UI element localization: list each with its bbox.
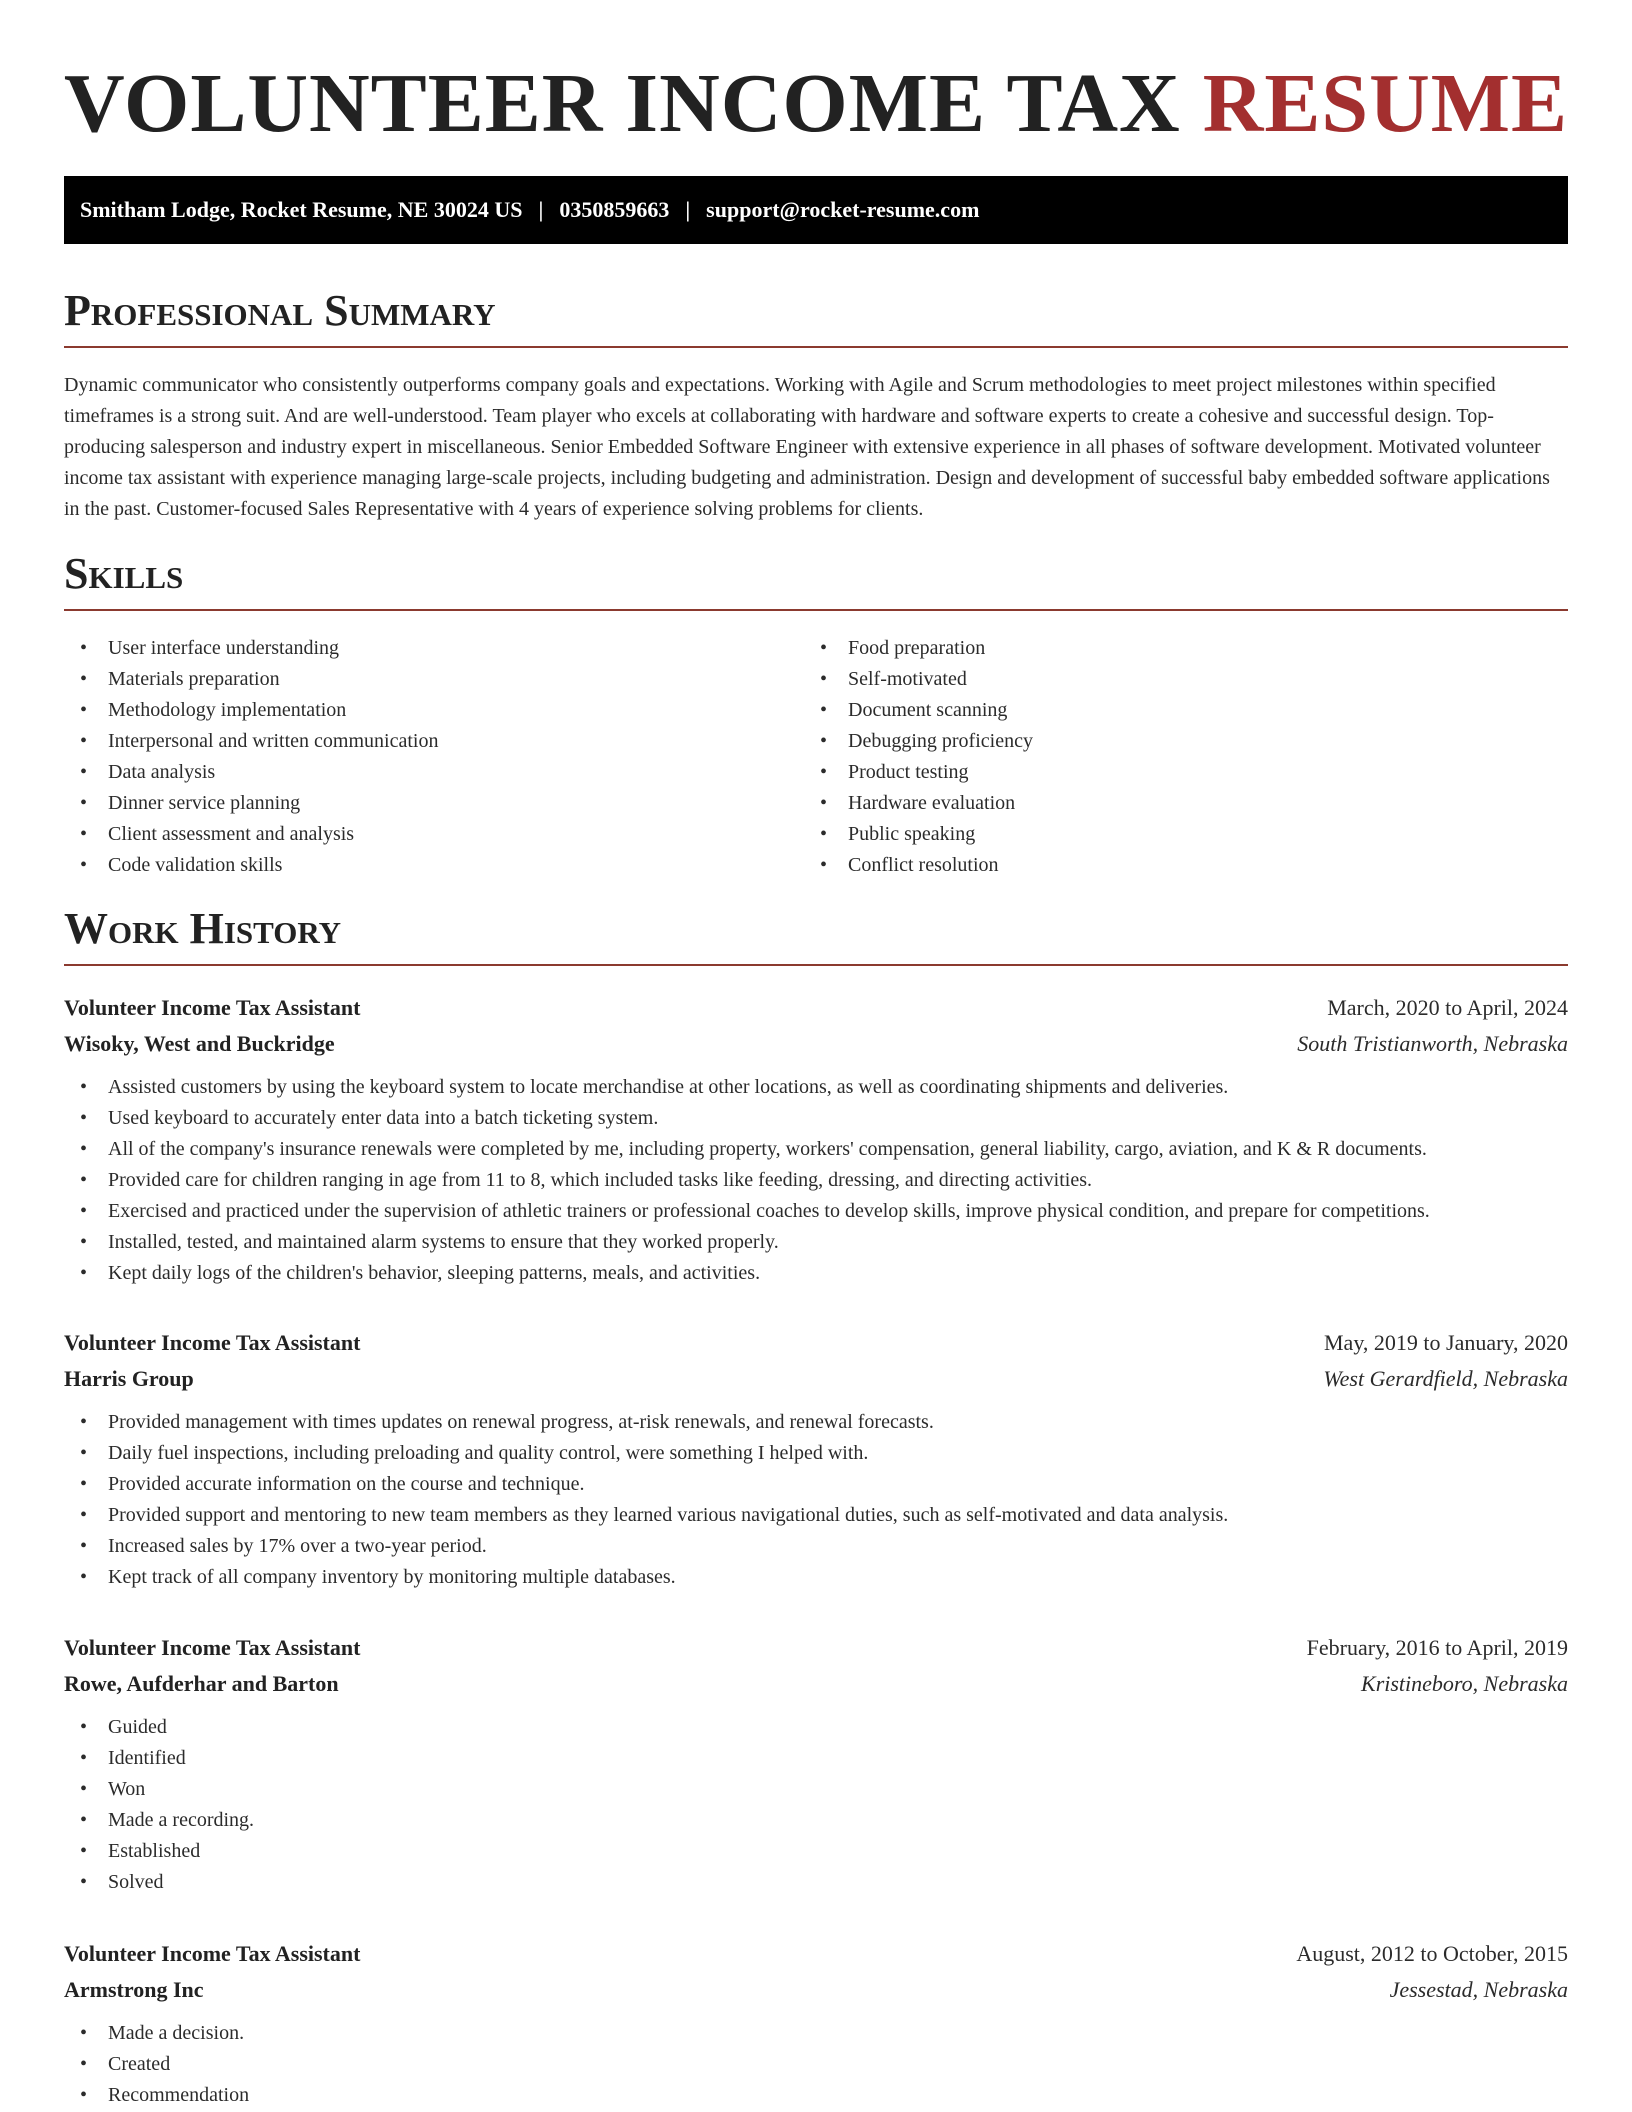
title-accent: RESUME (1202, 57, 1569, 150)
job-bullets (64, 1407, 1568, 1593)
skill-item: • Food preparation (804, 633, 1544, 664)
job-bullet: • Provided management with times updates on renewal progress, at-risk renewals, and renewal forecasts. (64, 1407, 1568, 1438)
skill-item: • Document scanning (804, 695, 1544, 726)
job-dates: March, 2020 to April, 2024 (1327, 995, 1568, 1020)
contact-phone: 0350859663 (559, 197, 670, 222)
job-bullet: • Created (64, 2049, 1568, 2080)
job-bullet: • Made a recording. (64, 1805, 1568, 1836)
summary-heading: Professional Summary (64, 286, 1568, 348)
job-dates: February, 2016 to April, 2019 (1306, 1635, 1568, 1660)
skill-item: • Methodology implementation (64, 695, 804, 726)
job-bullet: • Assisted customers by using the keyboard system to locate merchandise at other locations, as well as coordinating shipments and deliveries. (64, 1072, 1568, 1103)
skill-item: • Interpersonal and written communication (64, 726, 804, 757)
job-title: Volunteer Income Tax Assistant (64, 1330, 361, 1355)
skills-list-right (804, 633, 1544, 881)
job-company: Rowe, Aufderhar and Barton (64, 1671, 339, 1696)
job-entry (64, 1325, 1568, 1593)
skill-item: • Hardware evaluation (804, 788, 1544, 819)
contact-separator: | (538, 197, 544, 222)
job-bullets (64, 1072, 1568, 1289)
skills-list-left (64, 633, 804, 881)
job-bullet: • Provided support and mentoring to new team members as they learned various navigational duties, such as self-motivated and data analysis. (64, 1500, 1568, 1531)
job-title: Volunteer Income Tax Assistant (64, 995, 361, 1020)
job-bullet: • All of the company's insurance renewals were completed by me, including property, workers' compensation, general liability, cargo, aviation, and K & R documents. (64, 1134, 1568, 1165)
job-title: Volunteer Income Tax Assistant (64, 1941, 361, 1966)
job-bullet: • Daily fuel inspections, including preloading and quality control, were something I helped with. (64, 1438, 1568, 1469)
job-bullet: • Solved (64, 1867, 1568, 1898)
job-bullet: • Identified (64, 1743, 1568, 1774)
summary-text: Dynamic communicator who consistently outperforms company goals and expectations. Working with Agile and Scrum methodologies to meet project milestones within specified timeframes is a strong suit. And are well-understood. Team player who excels at collaborating with hardware and software experts to create a cohesive and successful design. Top-producing salesperson and industry expert in miscellaneous. Senior Embedded Software Engineer with extensive experience in all phases of software development. Motivated volunteer income tax assistant with experience managing large-scale projects, including budgeting and administration. Design and development of successful baby embedded software applications in the past. Customer-focused Sales Representative with 4 years of experience solving problems for clients. (64, 374, 1550, 520)
job-bullet: • Used keyboard to accurately enter data into a batch ticketing system. (64, 1103, 1568, 1134)
contact-email: support@rocket-resume.com (706, 197, 980, 222)
skill-item: • Code validation skills (64, 850, 804, 881)
title-main: VOLUNTEER INCOME TAX (64, 57, 1181, 150)
job-location: South Tristianworth, Nebraska (1297, 1031, 1568, 1056)
job-location: Kristineboro, Nebraska (1361, 1671, 1568, 1696)
job-location: West Gerardfield, Nebraska (1323, 1366, 1568, 1391)
work-history-heading: Work History (64, 904, 1568, 966)
job-entry (64, 1936, 1568, 2111)
skill-item: • User interface understanding (64, 633, 804, 664)
skill-item: • Materials preparation (64, 664, 804, 695)
job-dates: August, 2012 to October, 2015 (1296, 1941, 1568, 1966)
skill-item: • Client assessment and analysis (64, 819, 804, 850)
job-bullet: • Installed, tested, and maintained alarm systems to ensure that they worked properly. (64, 1227, 1568, 1258)
job-bullet: • Kept track of all company inventory by monitoring multiple databases. (64, 1562, 1568, 1593)
job-company: Armstrong Inc (64, 1977, 204, 2002)
contact-separator: | (685, 197, 691, 222)
job-bullets (64, 1712, 1568, 1898)
job-title: Volunteer Income Tax Assistant (64, 1635, 361, 1660)
job-entry (64, 1630, 1568, 1898)
resume-title (64, 56, 1568, 152)
job-bullets (64, 2018, 1568, 2111)
job-company: Harris Group (64, 1366, 194, 1391)
job-bullet: • Exercised and practiced under the supervision of athletic trainers or professional coaches to develop skills, improve physical condition, and prepare for competitions. (64, 1196, 1568, 1227)
contact-address: Smitham Lodge, Rocket Resume, NE 30024 US (80, 197, 523, 222)
skill-item: • Debugging proficiency (804, 726, 1544, 757)
job-entry (64, 990, 1568, 1289)
skill-item: • Dinner service planning (64, 788, 804, 819)
skill-item: • Data analysis (64, 757, 804, 788)
job-bullet: • Won (64, 1774, 1568, 1805)
job-bullet: • Guided (64, 1712, 1568, 1743)
skill-item: • Product testing (804, 757, 1544, 788)
job-bullet: • Kept daily logs of the children's behavior, sleeping patterns, meals, and activities. (64, 1258, 1568, 1289)
job-dates: May, 2019 to January, 2020 (1324, 1330, 1568, 1355)
job-company: Wisoky, West and Buckridge (64, 1031, 335, 1056)
job-bullet: • Established (64, 1836, 1568, 1867)
skill-item: • Self-motivated (804, 664, 1544, 695)
job-bullet: • Recommendation (64, 2080, 1568, 2111)
job-bullet: • Provided care for children ranging in age from 11 to 8, which included tasks like feeding, dressing, and directing activities. (64, 1165, 1568, 1196)
job-bullet: • Provided accurate information on the course and technique. (64, 1469, 1568, 1500)
job-bullet: • Made a decision. (64, 2018, 1568, 2049)
job-bullet: • Increased sales by 17% over a two-year period. (64, 1531, 1568, 1562)
job-location: Jessestad, Nebraska (1389, 1977, 1568, 2002)
skills-heading: Skills (64, 549, 1568, 611)
skill-item: • Public speaking (804, 819, 1544, 850)
contact-bar (64, 176, 1568, 244)
skill-item: • Conflict resolution (804, 850, 1544, 881)
